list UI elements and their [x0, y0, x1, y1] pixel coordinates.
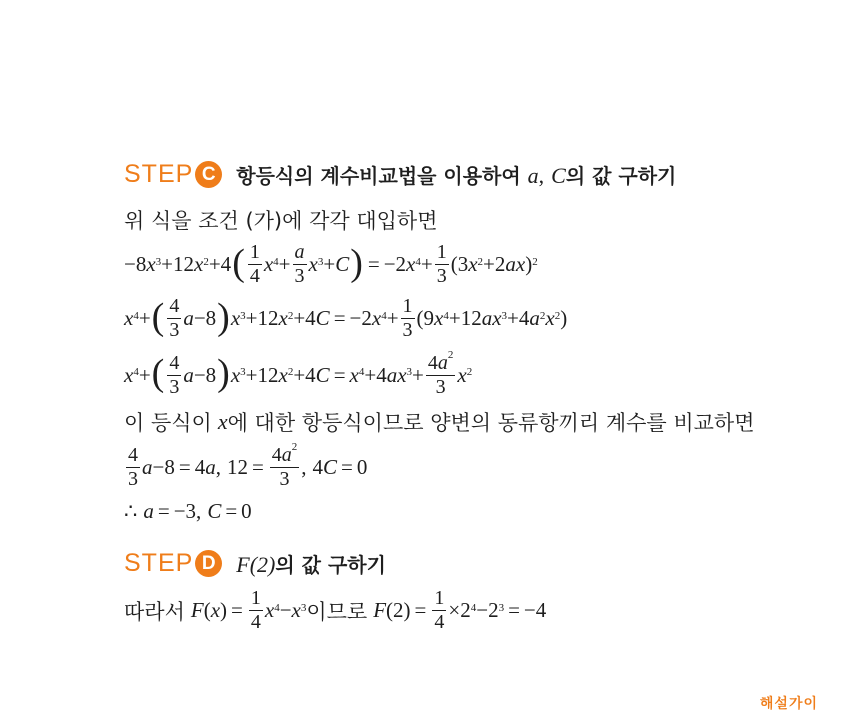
step-letter-badge: D [195, 550, 222, 577]
text-identity-line: 이 등식이 x 에 대한 항등식이므로 양변의 동류항끼리 계수를 비교하면 [124, 409, 755, 435]
equation-1: −8 x $^3$ +12 x $^2$ +4 ( $\frac{1}{4}$ x $^4$ + $\frac{a}{3}$ x $^3$ + C ) = −2 x $^4$ + $\frac{1}{3}$ (3 x $^2$ +2 ax ) $^2$ [124, 241, 538, 287]
equation-final: 따라서 F ( x ) = $\frac{1}{4}$ x $^4$ − x $^3$ 이므로 F (2) = $\frac{1}{4}$ ×2 $^4$ −2 $^3$ = −4 [124, 587, 547, 633]
step-d-title: F(2)의 값 구하기 [236, 552, 386, 577]
step-label: STEP [124, 549, 194, 577]
step-letter-badge: C [195, 161, 222, 188]
text-substitute-line: 위 식을 조건 (가)에 각각 대입하면 [124, 209, 438, 233]
brand-label: 해설가이 [759, 696, 818, 712]
step-c-header [124, 160, 676, 189]
equation-3: x $^4$ + ( $\frac{4}{3}$ a −8 ) x $^3$ +12 x $^2$ +4 C = x $^4$ +4 ax $^3$ + $\frac{4a^2}{3}$ x $^2$ [124, 349, 473, 398]
step-d-header [124, 549, 386, 578]
equation-result: ∴ a = −3, C = 0 [124, 499, 252, 523]
equation-2: x $^4$ + ( $\frac{4}{3}$ a −8 ) x $^3$ +12 x $^2$ +4 C = −2 x $^4$ + $\frac{1}{3}$ (9 x $^4$ +12 ax $^3$ +4 a $^2$ x $^2$ ) [124, 295, 568, 341]
step-c-title: 항등식의 계수비교법을 이용하여 a, C의 값 구하기 [236, 163, 677, 188]
step-label: STEP [124, 160, 194, 188]
equation-coefficients: $\frac{4}{3}$ a −8 = 4 a , 12 = $\frac{4a^2}{3}$ , 4 C = 0 [128, 441, 368, 490]
